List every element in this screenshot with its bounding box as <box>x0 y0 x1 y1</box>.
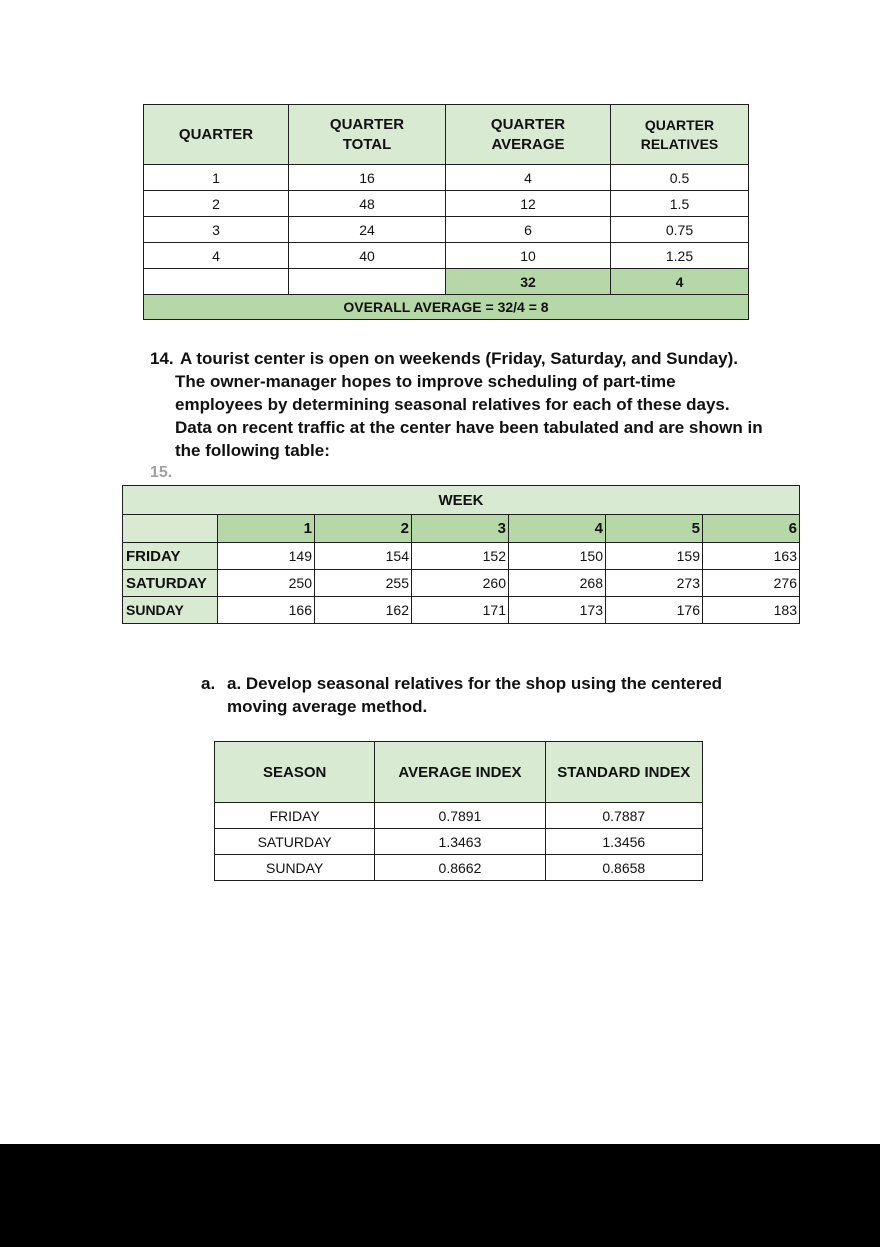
day-label: FRIDAY <box>123 543 218 570</box>
cell: 1.25 <box>611 243 749 269</box>
cell: 10 <box>446 243 611 269</box>
week-header: 1 <box>218 515 315 543</box>
cell: 1.3456 <box>545 829 702 855</box>
cell: 4 <box>144 243 289 269</box>
cell: 16 <box>289 165 446 191</box>
part-a-text <box>201 672 761 718</box>
table-row <box>144 165 749 191</box>
cell: 6 <box>446 217 611 243</box>
table-row <box>144 191 749 217</box>
cell: 0.75 <box>611 217 749 243</box>
header-text: QUARTER <box>644 116 715 133</box>
cell: 0.5 <box>611 165 749 191</box>
cell: SATURDAY <box>215 829 375 855</box>
table-row <box>215 803 703 829</box>
empty-corner-cell <box>123 515 218 543</box>
cell: 162 <box>315 597 412 624</box>
total-average-cell: 32 <box>446 269 611 295</box>
cell: 150 <box>509 543 606 570</box>
bottom-black-bar <box>0 1144 880 1247</box>
table-row <box>144 217 749 243</box>
list-marker: a. <box>201 674 216 693</box>
cell: 3 <box>144 217 289 243</box>
totals-row <box>144 269 749 295</box>
question-14 <box>150 347 790 462</box>
table-row <box>123 543 800 570</box>
cell: 0.7891 <box>375 803 545 829</box>
cell: 159 <box>606 543 703 570</box>
cell: 48 <box>289 191 446 217</box>
table-header-row <box>144 105 749 165</box>
cell: 183 <box>703 597 800 624</box>
header-quarter <box>144 105 289 165</box>
header-text: RELATIVES <box>640 135 719 152</box>
table-row <box>123 570 800 597</box>
cell: 1.3463 <box>375 829 545 855</box>
table-row <box>215 855 703 881</box>
week-header: 2 <box>315 515 412 543</box>
question-line: A tourist center is open on weekends (Friday, Saturday, and Sunday). <box>180 349 738 368</box>
overall-row <box>144 295 749 320</box>
cell: 4 <box>446 165 611 191</box>
week-header: 6 <box>703 515 800 543</box>
weekly-traffic-table <box>122 485 800 624</box>
cell: 154 <box>315 543 412 570</box>
quarter-relatives-table <box>143 104 749 320</box>
table-header-row <box>215 742 703 803</box>
overall-average: OVERALL AVERAGE = 32/4 = 8 <box>144 295 749 320</box>
header-text: TOTAL <box>342 135 392 153</box>
cell: 260 <box>412 570 509 597</box>
cell: 171 <box>412 597 509 624</box>
question-15-number: 15. <box>150 464 173 481</box>
table-row <box>123 597 800 624</box>
header-quarter-total <box>289 105 446 165</box>
week-title: WEEK <box>123 486 800 515</box>
week-header: 5 <box>606 515 703 543</box>
cell: 40 <box>289 243 446 269</box>
question-text <box>150 347 790 462</box>
cell: 268 <box>509 570 606 597</box>
cell: 273 <box>606 570 703 597</box>
header-text: QUARTER <box>329 115 405 133</box>
question-line: employees by determining seasonal relatives for each of these days. <box>175 395 730 414</box>
cell: 0.7887 <box>545 803 702 829</box>
cell: 166 <box>218 597 315 624</box>
question-number: 14. <box>150 349 174 368</box>
week-title-row <box>123 486 800 515</box>
cell: 163 <box>703 543 800 570</box>
header-season: SEASON <box>215 742 375 803</box>
cell: 1 <box>144 165 289 191</box>
cell: 152 <box>412 543 509 570</box>
seasonal-index-table <box>214 741 703 881</box>
table-row <box>215 829 703 855</box>
question-line: the following table: <box>175 441 330 460</box>
header-standard-index: STANDARD INDEX <box>545 742 702 803</box>
cell: 1.5 <box>611 191 749 217</box>
week-header: 3 <box>412 515 509 543</box>
table-row <box>144 243 749 269</box>
cell: 255 <box>315 570 412 597</box>
cell: 173 <box>509 597 606 624</box>
day-label: SATURDAY <box>123 570 218 597</box>
header-quarter-relatives <box>611 105 749 165</box>
cell: 2 <box>144 191 289 217</box>
question-line: The owner-manager hopes to improve scheduling of part-time <box>175 372 676 391</box>
cell <box>289 269 446 295</box>
header-average-index: AVERAGE INDEX <box>375 742 545 803</box>
cell: 0.8662 <box>375 855 545 881</box>
cell: 276 <box>703 570 800 597</box>
part-a <box>201 672 761 718</box>
day-label: SUNDAY <box>123 597 218 624</box>
cell: SUNDAY <box>215 855 375 881</box>
header-text: QUARTER <box>178 125 254 143</box>
cell: 0.8658 <box>545 855 702 881</box>
cell: 12 <box>446 191 611 217</box>
question-line: Data on recent traffic at the center have been tabulated and are shown in <box>175 418 763 437</box>
part-a-line: a. Develop seasonal relatives for the shop using the centered <box>227 674 723 693</box>
cell: 24 <box>289 217 446 243</box>
cell: 250 <box>218 570 315 597</box>
cell: 176 <box>606 597 703 624</box>
total-relatives-cell: 4 <box>611 269 749 295</box>
header-quarter-average <box>446 105 611 165</box>
cell: FRIDAY <box>215 803 375 829</box>
cell: 149 <box>218 543 315 570</box>
part-a-line: moving average method. <box>227 697 428 716</box>
header-text: AVERAGE <box>491 135 565 153</box>
week-header: 4 <box>509 515 606 543</box>
week-number-row <box>123 515 800 543</box>
cell <box>144 269 289 295</box>
header-text: QUARTER <box>490 115 566 133</box>
